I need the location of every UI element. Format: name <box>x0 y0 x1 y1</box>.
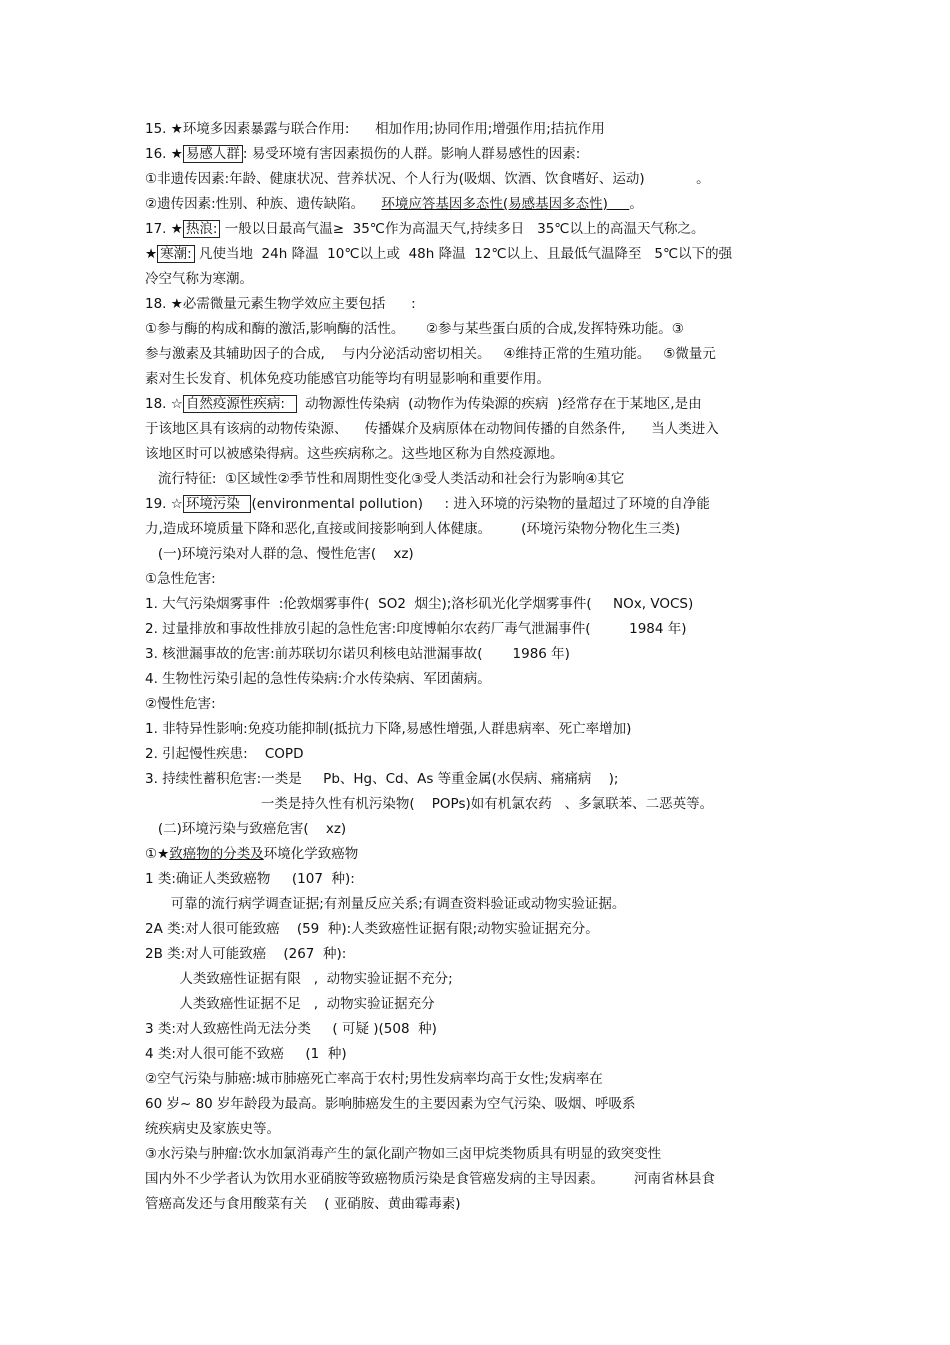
sentence-end: 。 <box>629 196 643 212</box>
text-line: ③水污染与肿瘤:饮水加氯消毒产生的氯化副产物如三卤甲烷类物质具有明显的致突变性 <box>145 1146 662 1162</box>
text-line: 管癌高发还与食用酸菜有关 ( 亚硝胺、黄曲霉毒素) <box>145 1196 461 1212</box>
section-heading: (二)环境污染与致癌危害( xz) <box>145 821 347 837</box>
item-16-prefix: 16. ★ <box>145 146 183 162</box>
term-heat-wave: 热浪: <box>183 220 221 238</box>
heading-text: 环境化学致癌物 <box>263 846 359 862</box>
item-18: 18. ★必需微量元素生物学效应主要包括 : <box>145 296 416 312</box>
genetic-factors-text: ②遗传因素:性别、种族、遗传缺陷。 <box>145 196 382 212</box>
item-18-natural-focus <box>145 395 702 413</box>
term-susceptible-population: 易感人群 <box>183 145 243 163</box>
text-line: 统疾病史及家族史等。 <box>145 1121 280 1137</box>
text-line: 国内外不少学者认为饮用水亚硝胺等致癌物质污染是食管癌发病的主导因素。 河南省林县食 <box>145 1171 716 1187</box>
text-line: 冷空气称为寒潮。 <box>145 271 253 287</box>
text-line: 力,造成环境质量下降和恶化,直接或间接影响到人体健康。 (环境污染物分物化生三类) <box>145 521 681 537</box>
subheading: ②慢性危害: <box>145 696 216 712</box>
list-item: 3. 持续性蓄积危害:一类是 Pb、Hg、Cd、As 等重金属(水俣病、痛痛病 ); <box>145 771 619 787</box>
item-16 <box>145 145 580 163</box>
item-19 <box>145 495 710 513</box>
list-item: 3. 核泄漏事故的危害:前苏联切尔诺贝利核电站泄漏事故( 1986 年) <box>145 646 570 662</box>
underlined-gene-polymorphism: 环境应答基因多态性(易感基因多态性) <box>381 196 630 212</box>
star-prefix: ①★ <box>145 846 170 862</box>
item-16-text: : 易受环境有害因素损伤的人群。影响人群易感性的因素: <box>242 146 581 162</box>
item-15: 15. ★环境多因素暴露与联合作用: 相加作用;协同作用;增强作用;拮抗作用 <box>145 121 605 137</box>
list-item: 1. 非特异性影响:免疫功能抑制(抵抗力下降,易感性增强,人群患病率、死亡率增加) <box>145 721 632 737</box>
text-line: 一类是持久性有机污染物( POPs)如有机氯农药 、多氯联苯、二恶英等。 <box>145 796 714 812</box>
text-line: 可靠的流行病学调查证据;有剂量反应关系;有调查资料验证或动物实验证据。 <box>145 896 626 912</box>
text-line: ②空气污染与肺癌:城市肺癌死亡率高于农村;男性发病率均高于女性;发病率在 <box>145 1071 603 1087</box>
list-item: 4 类:对人很可能不致癌 (1 种) <box>145 1046 347 1062</box>
text-line: ①非遗传因素:年龄、健康状况、营养状况、个人行为(吸烟、饮酒、饮食嗜好、运动) 。 <box>145 171 710 187</box>
list-item: 2. 过量排放和事故性排放引起的急性危害:印度博帕尔农药厂毒气泄漏事件( 1984 年) <box>145 621 687 637</box>
text-line: 流行特征: ①区域性②季节性和周期性变化③受人类活动和社会行为影响④其它 <box>145 471 625 487</box>
term-natural-focal-disease: 自然疫源性疾病: <box>183 395 297 413</box>
item-19-text: (environmental pollution) : 进入环境的污染物的量超过了环境的自净能 <box>251 496 710 512</box>
item-18b-text: 动物源性传染病 (动物作为传染源的疾病 )经常存在于某地区,是由 <box>296 396 702 412</box>
underlined-carcinogen-classification: 致癌物的分类及 <box>169 846 264 862</box>
section-heading: (一)环境污染对人群的急、慢性危害( xz) <box>145 546 414 562</box>
subheading: ①急性危害: <box>145 571 216 587</box>
item-18b-prefix: 18. ☆ <box>145 396 183 412</box>
subheading <box>145 845 358 863</box>
item-17-text: 一般以日最高气温≥ 35℃作为高温天气,持续多日 35℃以上的高温天气称之。 <box>220 221 705 237</box>
text-line: 人类致癌性证据不足 , 动物实验证据充分 <box>145 996 435 1012</box>
star-prefix: ★ <box>145 246 158 262</box>
list-item: 2. 引起慢性疾患: COPD <box>145 746 304 762</box>
item-17 <box>145 220 704 238</box>
list-item: 1. 大气污染烟雾事件 :伦敦烟雾事件( SO2 烟尘);洛杉矶光化学烟雾事件( NOx, VOCS) <box>145 596 694 612</box>
text-line: 参与激素及其辅助因子的合成, 与内分泌活动密切相关。 ④维持正常的生殖功能。 ⑤微量元 <box>145 346 716 362</box>
text-line <box>145 195 643 213</box>
list-item: 2A 类:对人很可能致癌 (59 种):人类致癌性证据有限;动物实验证据充分。 <box>145 921 599 937</box>
text-line: 60 岁~ 80 岁年龄段为最高。影响肺癌发生的主要因素为空气污染、吸烟、呼吸系 <box>145 1096 636 1112</box>
cold-wave-line <box>145 245 732 263</box>
list-item: 4. 生物性污染引起的急性传染病:介水传染病、军团菌病。 <box>145 671 491 687</box>
term-environmental-pollution: 环境污染 <box>183 495 252 513</box>
text-line: 素对生长发育、机体免疫功能感官功能等均有明显影响和重要作用。 <box>145 371 550 387</box>
term-cold-wave: 寒潮: <box>157 245 195 263</box>
text-line: ①参与酶的构成和酶的激活,影响酶的活性。 ②参与某些蛋白质的合成,发挥特殊功能。③ <box>145 321 684 337</box>
text-line: 人类致癌性证据有限 , 动物实验证据不充分; <box>145 971 453 987</box>
cold-wave-text: 凡使当地 24h 降温 10℃以上或 48h 降温 12℃以上、且最低气温降至 5℃以下的强 <box>194 246 733 262</box>
list-item: 1 类:确证人类致癌物 (107 种): <box>145 871 355 887</box>
list-item: 2B 类:对人可能致癌 (267 种): <box>145 946 347 962</box>
text-line: 于该地区具有该病的动物传染源、 传播媒介及病原体在动物间传播的自然条件, 当人类进入 <box>145 421 719 437</box>
text-line: 该地区时可以被感染得病。这些疾病称之。这些地区称为自然疫源地。 <box>145 446 564 462</box>
item-17-prefix: 17. ★ <box>145 221 183 237</box>
item-19-prefix: 19. ☆ <box>145 496 183 512</box>
list-item: 3 类:对人致癌性尚无法分类 ( 可疑 )(508 种) <box>145 1021 437 1037</box>
